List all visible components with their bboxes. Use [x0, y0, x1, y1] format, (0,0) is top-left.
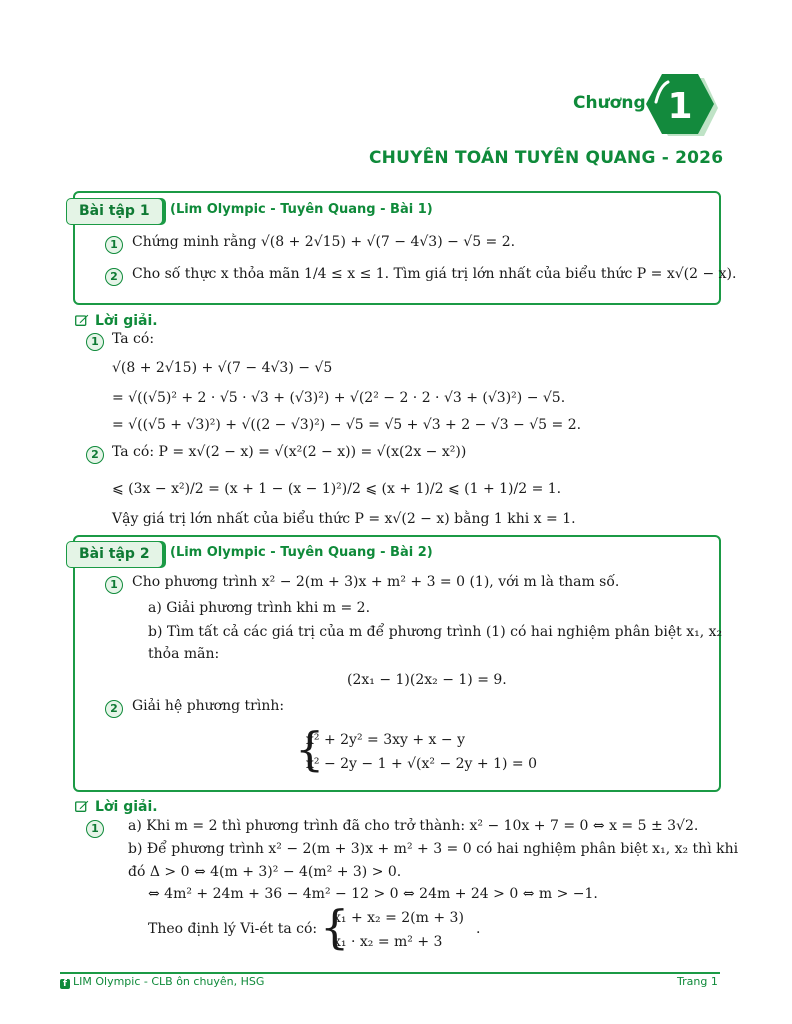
- exercise-2-item-2: Giải hệ phương trình:: [132, 698, 285, 714]
- solution-2-line-b3: ⇔ 4m² + 24m + 36 − 4m² − 12 > 0 ⇔ 24m + 24 > 0 ⇔ m > −1.: [148, 886, 598, 902]
- vieta-end: .: [476, 921, 481, 937]
- pencil-note-icon: [75, 314, 89, 326]
- solution-1-line: Ta có:: [112, 331, 155, 347]
- exercise-2-tag: Bài tập 2: [66, 541, 163, 568]
- exercise-2-condition: (2x₁ − 1)(2x₂ − 1) = 9.: [347, 672, 507, 688]
- solution-1-line: ⩽ (3x − x²)/2 = (x + 1 − (x − 1)²)/2 ⩽ (x + 1)/2 ⩽ (1 + 1)/2 = 1.: [112, 481, 562, 497]
- solution-2-line-b2: đó Δ > 0 ⇔ 4(m + 3)² − 4(m² + 3) > 0.: [128, 864, 402, 880]
- solution-1-line: Ta có: P = x√(2 − x) = √(x²(2 − x)) = √(x(2x − x²)): [112, 444, 467, 460]
- exercise-2-source: (Lim Olympic - Tuyên Quang - Bài 2): [170, 545, 433, 560]
- item-number: 1: [105, 576, 123, 594]
- solution-1-line: √(8 + 2√15) + √(7 − 4√3) − √5: [112, 360, 333, 376]
- facebook-icon: f: [60, 979, 70, 989]
- vieta-label: Theo định lý Vi-ét ta có:: [148, 921, 318, 937]
- exercise-2-item-1a: a) Giải phương trình khi m = 2.: [148, 600, 371, 616]
- exercise-2-item-1: Cho phương trình x² − 2(m + 3)x + m² + 3 = 0 (1), với m là tham số.: [132, 574, 620, 590]
- part-number: 1: [86, 820, 104, 838]
- system-line-1: x² + 2y² = 3xy + x − y: [306, 732, 465, 748]
- chapter-number: 1: [667, 86, 693, 127]
- solution-1-line: Vậy giá trị lớn nhất của biểu thức P = x√(2 − x) bằng 1 khi x = 1.: [112, 511, 576, 527]
- solution-2-line-b1: b) Để phương trình x² − 2(m + 3)x + m² + 3 = 0 có hai nghiệm phân biệt x₁, x₂ thì khi: [128, 841, 739, 857]
- solution-2-heading: [75, 799, 158, 815]
- solution-2-line-a: a) Khi m = 2 thì phương trình đã cho trở thành: x² − 10x + 7 = 0 ⇔ x = 5 ± 3√2.: [128, 818, 699, 834]
- exercise-1-item-1: Chứng minh rằng √(8 + 2√15) + √(7 − 4√3) − √5 = 2.: [132, 234, 516, 250]
- footer-left: [60, 975, 264, 989]
- chapter-badge: [642, 72, 720, 138]
- part-number: 1: [86, 333, 104, 351]
- footer-rule: [60, 972, 720, 974]
- item-number: 2: [105, 268, 123, 286]
- footer-left-text: LIM Olympic - CLB ôn chuyên, HSG: [73, 975, 265, 988]
- exercise-2-item-1b-cont: thỏa mãn:: [148, 646, 220, 662]
- item-number: 2: [105, 700, 123, 718]
- exercise-1-item-2: Cho số thực x thỏa mãn 1/4 ≤ x ≤ 1. Tìm giá trị lớn nhất của biểu thức P = x√(2 − x).: [132, 266, 737, 282]
- solution-1-line: = √((√5)² + 2 · √5 · √3 + (√3)²) + √(2² − 2 · 2 · √3 + (√3)²) − √5.: [112, 390, 566, 406]
- exercise-1-tag: Bài tập 1: [66, 198, 163, 225]
- chapter-label: Chương: [573, 93, 646, 113]
- page-number: Trang 1: [677, 975, 718, 988]
- vieta-line-1: x₁ + x₂ = 2(m + 3): [333, 910, 464, 926]
- exercise-1-source: (Lim Olympic - Tuyên Quang - Bài 1): [170, 202, 433, 217]
- system-brace: {: [295, 722, 325, 776]
- vieta-brace: {: [320, 900, 350, 954]
- solution-1-line: = √((√5 + √3)²) + √((2 − √3)²) − √5 = √5 + √3 + 2 − √3 − √5 = 2.: [112, 417, 582, 433]
- vieta-line-2: x₁ · x₂ = m² + 3: [333, 934, 443, 950]
- solution-1-heading-text: Lời giải.: [95, 313, 158, 329]
- pencil-note-icon: [75, 800, 89, 812]
- system-line-2: x² − 2y − 1 + √(x² − 2y + 1) = 0: [306, 756, 537, 772]
- solution-2-heading-text: Lời giải.: [95, 799, 158, 815]
- exercise-2-item-1b: b) Tìm tất cả các giá trị của m để phương trình (1) có hai nghiệm phân biệt x₁, x₂: [148, 624, 723, 640]
- solution-1-heading: [75, 313, 158, 329]
- document-title: CHUYÊN TOÁN TUYÊN QUANG - 2026: [369, 148, 724, 168]
- item-number: 1: [105, 236, 123, 254]
- part-number: 2: [86, 446, 104, 464]
